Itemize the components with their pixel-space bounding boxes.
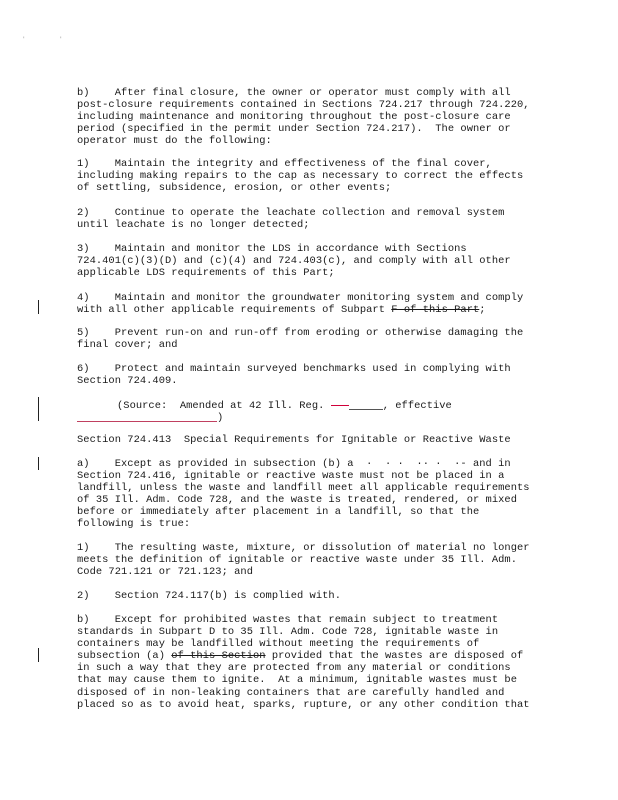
paragraph-2: 2) Continue to operate the leachate collection and removal system until leachate is no longer detected; xyxy=(77,207,505,232)
paragraph-b-lines: b) Except for prohibited wastes that remain subject to treatment standards in Subpart D to 35 Ill. Adm. Code 728, ignitable waste in containers may be landfilled without meeting the requirements of xyxy=(77,614,499,651)
blank-field xyxy=(349,409,383,410)
blank-field xyxy=(77,421,217,422)
scan-mark: ' xyxy=(60,36,62,43)
source-note-close: ) xyxy=(217,412,224,425)
paragraph-3: 3) Maintain and monitor the LDS in accordance with Sections 724.401(c)(3)(D) and (c)(4) and 724.403(c), and comply with all other applicable LDS requirements of this Part; xyxy=(77,243,511,280)
source-note-prefix: (Source: Amended at 42 Ill. Reg. xyxy=(117,400,331,412)
revision-bar xyxy=(38,300,39,314)
paragraph-1: 1) Maintain the integrity and effectiveness of the final cover, including making repairs to the cap as necessary to correct the effects of settling, subsidence, erosion, or other events; xyxy=(77,158,524,195)
paragraph-b-line-4: subsection (a) xyxy=(77,650,172,663)
section-heading: Section 724.413 Special Requirements for Ignitable or Reactive Waste xyxy=(77,434,511,446)
paragraph-6: 6) Protect and maintain surveyed benchmarks used in complying with Section 724.409. xyxy=(77,363,511,388)
deleted-text: F of this Part xyxy=(391,304,480,317)
paragraph-4 xyxy=(77,292,547,316)
paragraph-4-line-2: with all other applicable requirements of Subpart xyxy=(77,304,392,317)
source-note xyxy=(77,400,547,424)
paragraph-b: b) After final closure, the owner or operator must comply with all post-closure requirements contained in Sections 724.217 through 724.220, including maintenance and monitoring throughout the post-closure care period (specified in the permit under Section 724.217). The owner or operator must do the following: xyxy=(77,87,530,148)
scan-mark: ' xyxy=(23,36,25,43)
paragraph-a-rest: Section 724.416, ignitable or reactive waste must not be placed in a landfill, unless the waste and landfill meet all applicable requirements of 35 Ill. Adm. Code 728, and the waste is treated, rendered, or mixed before or immediately after placement in a landfill, so that the following is true: xyxy=(77,470,530,531)
paragraph-b-rest: in such a way that they are protected from any material or conditions that may cause them to ignite. At a minimum, ignitable wastes must be disposed of in non-leaking containers that are carefully handled and placed so as to avoid heat, sparks, rupture, or any other condition that xyxy=(77,662,530,711)
paragraph-a-1: 1) The resulting waste, mixture, or dissolution of material no longer meets the definition of ignitable or reactive waste under 35 Ill. Adm. Code 721.121 or 721.123; and xyxy=(77,542,530,579)
revision-bar xyxy=(38,397,39,421)
revision-bar xyxy=(38,648,39,662)
red-underline xyxy=(331,405,349,406)
paragraph-4-line-1: 4) Maintain and monitor the groundwater monitoring system and comply xyxy=(77,292,524,304)
deleted-text: of this Section xyxy=(171,650,266,663)
paragraph-a-2: 2) Section 724.117(b) is complied with. xyxy=(77,590,341,602)
revision-bar xyxy=(38,457,39,470)
paragraph-a-line-1: a) Except as provided in subsection (b) a · · · ·· · ·- and in xyxy=(77,458,511,470)
paragraph-b-line-4-end: provided that the wastes are disposed of xyxy=(265,650,524,663)
paragraph-b-ignitable xyxy=(77,614,547,711)
source-note-effective: , effective xyxy=(382,400,452,412)
paragraph-a xyxy=(77,458,547,531)
paragraph-5: 5) Prevent run-on and run-off from eroding or otherwise damaging the final cover; and xyxy=(77,327,524,352)
paragraph-4-end: ; xyxy=(479,304,486,317)
